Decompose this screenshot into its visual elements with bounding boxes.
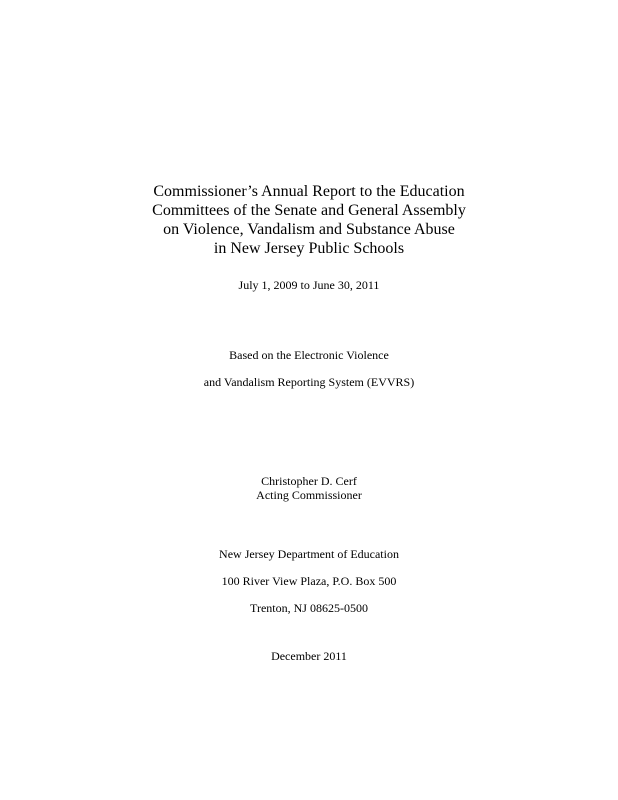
report-date: December 2011 (271, 649, 347, 663)
author-name: Christopher D. Cerf (261, 474, 357, 488)
publisher-name: New Jersey Department of Education (219, 547, 399, 561)
report-period: July 1, 2009 to June 30, 2011 (238, 278, 380, 292)
author-role: Acting Commissioner (256, 488, 362, 502)
publisher-city: Trenton, NJ 08625-0500 (250, 601, 368, 615)
title-line-4: in New Jersey Public Schools (213, 240, 405, 257)
title-line-1: Commissioner’s Annual Report to the Education (153, 183, 465, 200)
title-line-3: on Violence, Vandalism and Substance Abuse (163, 221, 455, 238)
publisher-address: 100 River View Plaza, P.O. Box 500 (221, 574, 397, 588)
basis-line-1: Based on the Electronic Violence (229, 348, 389, 362)
basis-line-2: and Vandalism Reporting System (EVVRS) (203, 375, 415, 389)
title-line-2: Committees of the Senate and General Assembly (152, 202, 466, 219)
